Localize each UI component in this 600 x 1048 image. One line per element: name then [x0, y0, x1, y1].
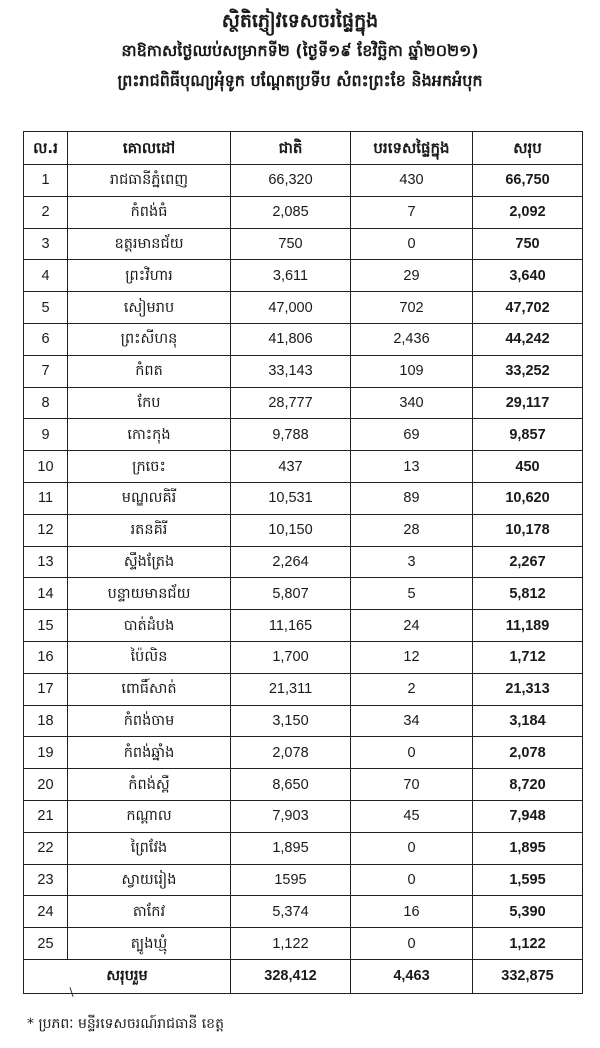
row-national: 3,611 [231, 260, 351, 292]
row-destination: ព្រះសីហនុ [68, 323, 231, 355]
row-number: 23 [24, 864, 68, 896]
table-row [24, 769, 583, 801]
table-row [24, 451, 583, 483]
row-national: 2,085 [231, 196, 351, 228]
table-row [24, 578, 583, 610]
header-domestic-foreign: បរទេសផ្ទៃក្នុង [351, 132, 473, 165]
row-destination: មណ្ឌលគិរី [68, 482, 231, 514]
row-domestic-foreign: 24 [351, 610, 473, 642]
row-destination: ព្រះវិហារ [68, 260, 231, 292]
row-domestic-foreign: 28 [351, 514, 473, 546]
row-total: 5,390 [473, 896, 583, 928]
row-total: 47,702 [473, 292, 583, 324]
row-total: 1,712 [473, 641, 583, 673]
row-domestic-foreign: 340 [351, 387, 473, 419]
row-national: 10,150 [231, 514, 351, 546]
row-destination: បន្ទាយមានជ័យ [68, 578, 231, 610]
row-total: 1,595 [473, 864, 583, 896]
row-destination: តាកែវ [68, 896, 231, 928]
grand-total-row [24, 959, 583, 993]
row-destination: សៀមរាប [68, 292, 231, 324]
table-header-row [24, 132, 583, 165]
row-national: 1,895 [231, 832, 351, 864]
table-row [24, 514, 583, 546]
table-row [24, 323, 583, 355]
row-total: 2,092 [473, 196, 583, 228]
table-row [24, 705, 583, 737]
row-domestic-foreign: 0 [351, 737, 473, 769]
row-number: 20 [24, 769, 68, 801]
row-destination: កោះកុង [68, 419, 231, 451]
row-number: 25 [24, 928, 68, 960]
row-total: 21,313 [473, 673, 583, 705]
header-destination: គោលដៅ [68, 132, 231, 165]
table-row [24, 419, 583, 451]
row-national: 11,165 [231, 610, 351, 642]
document-subtitle-date: នាឱកាសថ្ងៃឈប់សម្រាកទី២ (ថ្ងៃទី១៩ ខែវិច្ឆិកា ឆ្នាំ២០២១) [121, 41, 479, 60]
row-destination: ស្ទឹងត្រែង [68, 546, 231, 578]
row-destination: ឧត្តរមានជ័យ [68, 228, 231, 260]
row-total: 3,184 [473, 705, 583, 737]
row-destination: កំពត [68, 355, 231, 387]
row-domestic-foreign: 0 [351, 864, 473, 896]
header-total: សរុប [473, 132, 583, 165]
row-total: 2,267 [473, 546, 583, 578]
row-domestic-foreign: 2 [351, 673, 473, 705]
row-total: 44,242 [473, 323, 583, 355]
row-total: 8,720 [473, 769, 583, 801]
row-destination: រាជធានីភ្នំពេញ [68, 165, 231, 197]
document-subtitle-event: ព្រះរាជពិធីបុណ្យអុំទូក បណ្តែតប្រទីប សំពះព្រះខែ និងអកអំបុក [117, 71, 483, 90]
row-total: 11,189 [473, 610, 583, 642]
row-destination: កណ្តាល [68, 800, 231, 832]
row-number: 3 [24, 228, 68, 260]
row-domestic-foreign: 702 [351, 292, 473, 324]
row-national: 5,374 [231, 896, 351, 928]
document-header [0, 6, 600, 96]
row-domestic-foreign: 0 [351, 928, 473, 960]
row-national: 8,650 [231, 769, 351, 801]
table-row [24, 641, 583, 673]
table-row [24, 196, 583, 228]
document-title: ស្ថិតិភ្ញៀវទេសចរផ្ទៃក្នុង [221, 10, 379, 32]
row-national: 9,788 [231, 419, 351, 451]
row-national: 1,700 [231, 641, 351, 673]
row-number: 10 [24, 451, 68, 483]
table-row [24, 673, 583, 705]
row-number: 9 [24, 419, 68, 451]
row-domestic-foreign: 5 [351, 578, 473, 610]
row-number: 15 [24, 610, 68, 642]
row-national: 33,143 [231, 355, 351, 387]
row-domestic-foreign: 34 [351, 705, 473, 737]
row-destination: ស្វាយរៀង [68, 864, 231, 896]
row-national: 750 [231, 228, 351, 260]
row-total: 450 [473, 451, 583, 483]
row-number: 7 [24, 355, 68, 387]
table-row [24, 800, 583, 832]
row-destination: កំពង់ធំ [68, 196, 231, 228]
row-number: 17 [24, 673, 68, 705]
row-total: 33,252 [473, 355, 583, 387]
row-national: 10,531 [231, 482, 351, 514]
row-destination: កំពង់ចាម [68, 705, 231, 737]
row-national: 1,122 [231, 928, 351, 960]
table-row [24, 546, 583, 578]
row-domestic-foreign: 45 [351, 800, 473, 832]
grand-total-total: 332,875 [473, 959, 583, 993]
row-destination: បាត់ដំបង [68, 610, 231, 642]
row-total: 10,620 [473, 482, 583, 514]
row-domestic-foreign: 69 [351, 419, 473, 451]
row-destination: ប៉ៃលិន [68, 641, 231, 673]
row-national: 66,320 [231, 165, 351, 197]
row-number: 2 [24, 196, 68, 228]
table-row [24, 832, 583, 864]
row-destination: រតនគិរី [68, 514, 231, 546]
row-national: 7,903 [231, 800, 351, 832]
row-domestic-foreign: 0 [351, 832, 473, 864]
table-body [24, 165, 583, 960]
row-domestic-foreign: 13 [351, 451, 473, 483]
source-footnote: * ប្រភពៈ មន្ទីរទេសចរណ៍រាជធានី ខេត្ត [27, 1016, 224, 1032]
row-total: 3,640 [473, 260, 583, 292]
row-domestic-foreign: 29 [351, 260, 473, 292]
row-national: 2,078 [231, 737, 351, 769]
header-national: ជាតិ [231, 132, 351, 165]
row-domestic-foreign: 430 [351, 165, 473, 197]
row-total: 1,122 [473, 928, 583, 960]
row-domestic-foreign: 89 [351, 482, 473, 514]
row-destination: ក្រចេះ [68, 451, 231, 483]
table-row [24, 260, 583, 292]
row-number: 18 [24, 705, 68, 737]
row-national: 28,777 [231, 387, 351, 419]
row-total: 750 [473, 228, 583, 260]
table-row [24, 165, 583, 197]
row-number: 11 [24, 482, 68, 514]
row-national: 1595 [231, 864, 351, 896]
row-number: 19 [24, 737, 68, 769]
row-number: 24 [24, 896, 68, 928]
row-domestic-foreign: 3 [351, 546, 473, 578]
row-destination: កំពង់ឆ្នាំង [68, 737, 231, 769]
row-number: 16 [24, 641, 68, 673]
grand-total-label: សរុបរួម [24, 959, 231, 993]
row-number: 6 [24, 323, 68, 355]
row-domestic-foreign: 12 [351, 641, 473, 673]
row-destination: ពោធិ៍សាត់ [68, 673, 231, 705]
row-number: 14 [24, 578, 68, 610]
table-row [24, 482, 583, 514]
row-number: 21 [24, 800, 68, 832]
row-number: 13 [24, 546, 68, 578]
row-number: 4 [24, 260, 68, 292]
row-domestic-foreign: 109 [351, 355, 473, 387]
row-number: 12 [24, 514, 68, 546]
row-domestic-foreign: 7 [351, 196, 473, 228]
table-row [24, 928, 583, 960]
row-number: 22 [24, 832, 68, 864]
table-row [24, 896, 583, 928]
row-national: 21,311 [231, 673, 351, 705]
table-row [24, 228, 583, 260]
table-row [24, 610, 583, 642]
row-total: 9,857 [473, 419, 583, 451]
row-number: 5 [24, 292, 68, 324]
row-domestic-foreign: 70 [351, 769, 473, 801]
row-total: 1,895 [473, 832, 583, 864]
row-national: 41,806 [231, 323, 351, 355]
row-destination: កំពង់ស្ពឺ [68, 769, 231, 801]
row-total: 2,078 [473, 737, 583, 769]
table-row [24, 864, 583, 896]
row-destination: ត្បូងឃ្មុំ [68, 928, 231, 960]
tourist-statistics-table [23, 131, 583, 994]
row-national: 47,000 [231, 292, 351, 324]
grand-total-national: 328,412 [231, 959, 351, 993]
row-destination: ព្រៃវែង [68, 832, 231, 864]
row-national: 2,264 [231, 546, 351, 578]
table-row [24, 292, 583, 324]
row-national: 3,150 [231, 705, 351, 737]
grand-total-foreign: 4,463 [351, 959, 473, 993]
row-total: 29,117 [473, 387, 583, 419]
table-row [24, 355, 583, 387]
header-no: ល.រ [24, 132, 68, 165]
row-domestic-foreign: 0 [351, 228, 473, 260]
row-total: 66,750 [473, 165, 583, 197]
row-destination: កែប [68, 387, 231, 419]
row-total: 7,948 [473, 800, 583, 832]
row-national: 437 [231, 451, 351, 483]
row-domestic-foreign: 2,436 [351, 323, 473, 355]
table-row [24, 737, 583, 769]
row-national: 5,807 [231, 578, 351, 610]
row-total: 10,178 [473, 514, 583, 546]
row-number: 8 [24, 387, 68, 419]
row-number: 1 [24, 165, 68, 197]
row-total: 5,812 [473, 578, 583, 610]
row-domestic-foreign: 16 [351, 896, 473, 928]
table-row [24, 387, 583, 419]
